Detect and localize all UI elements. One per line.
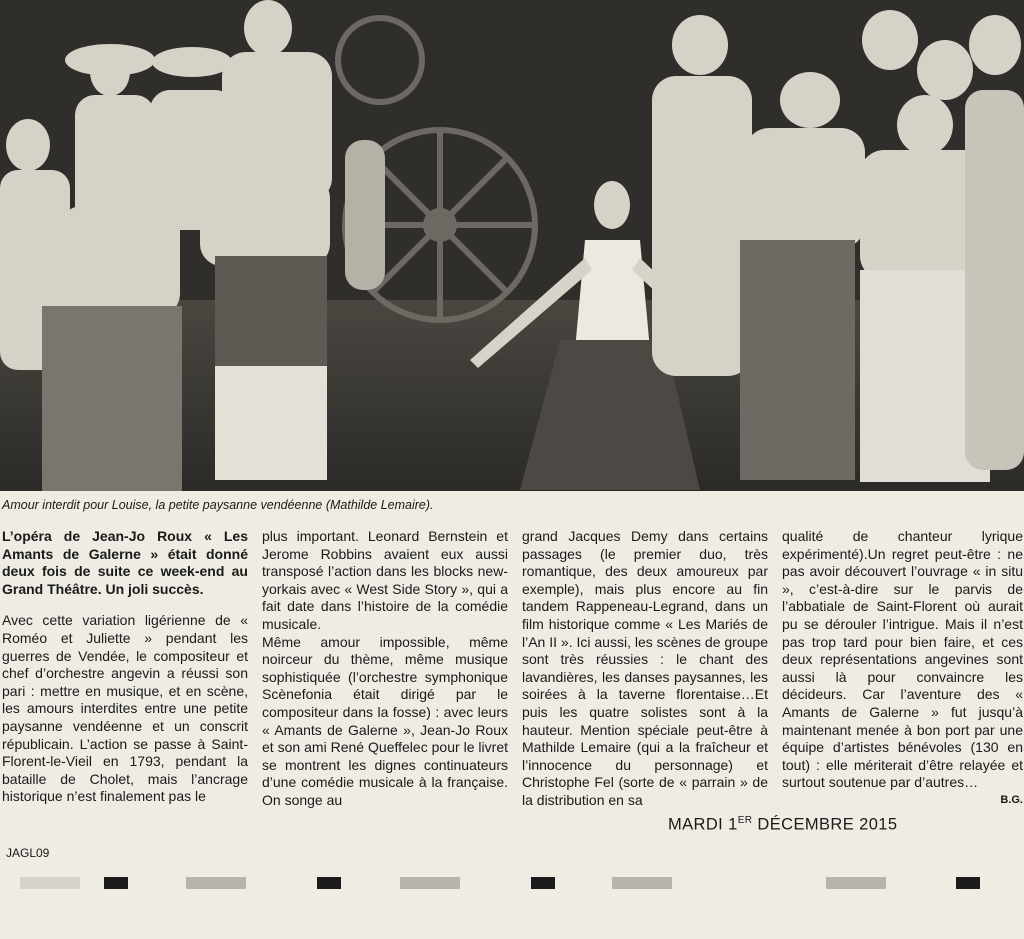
registration-mark bbox=[400, 877, 460, 889]
date-ordinal-suffix: ER bbox=[737, 815, 753, 826]
article-body-part-2: plus important. Leonard Bernstein et Jerome Robbins avaient eux aussi transposé l’action dans les blocks new-yorkais avec « West Side Story », qui a fait date dans l’histoire de la comédie musicale. Même amour impossible, même noirceur du thème, même musique sophistiquée (l’orchestre symphonique Scènefonia était dirigé par le compositeur dans la fosse) : avec leurs « Amants de Galerne », Jean-Jo Roux et son ami René Queffelec pour le livret se montrent les dignes continuateurs d’une comédie musicale à la française. On songe au bbox=[262, 528, 508, 808]
article-body-part-3: grand Jacques Demy dans certains passages (le premier duo, très romantique, des deux amoureux par exemple), mais plus encore au fin tandem Rappeneau-Legrand, dans un film historique comme « Les Mariés de l’An II ». Ici aussi, les scènes de groupe sont très réussies : le chant des lavandières, les danses paysannes, les soirées à la taverne florentaise…Et puis les quatre solistes sont à la hauteur. Mention spéciale peut-être à Mathilde Lemaire (qui a la fraîcheur et l’innocence du personnage) et Christophe Fel (sorte de « parrain » de la distribution en sa bbox=[522, 528, 768, 808]
article-column-1 bbox=[2, 528, 248, 806]
page-code: JAGL09 bbox=[6, 846, 50, 860]
bleed-through-texture bbox=[780, 498, 783, 512]
registration-mark bbox=[531, 877, 555, 889]
issue-date: MARDI 1ER DÉCEMBRE 2015 bbox=[668, 815, 898, 834]
print-registration-strip bbox=[20, 873, 1010, 893]
article-column-3 bbox=[522, 528, 768, 810]
registration-mark bbox=[612, 877, 672, 889]
registration-mark bbox=[104, 877, 128, 889]
article-lead: L’opéra de Jean-Jo Roux « Les Amants de Galerne » était donné deux fois de suite ce week-end au Grand Théâtre. Un joli succès. bbox=[2, 528, 248, 597]
photo-caption: Amour interdit pour Louise, la petite paysanne vendéenne (Mathilde Lemaire). bbox=[2, 498, 434, 512]
registration-mark bbox=[956, 877, 980, 889]
article-column-4 bbox=[782, 528, 1023, 810]
article-body-part-4: qualité de chanteur lyrique expérimenté).Un regret peut-être : ne pas avoir découvert l’ouvrage « in situ », c’est-à-dire sur le parvis de l’abbatiale de Saint-Florent où aurait pu se dérouler l’intrigue. Mais il n’est pas trop tard pour bien faire, et ces deux représentations angevines sont aussi là pour convaincre les décideurs. Car l’aventure des « Amants de Galerne » fut jusqu’à maintenant menée à bon port par une équipe d’artistes bénévoles (130 en tout) : elle mériterait d’être relayée et surtout soutenue par d’autres… bbox=[782, 528, 1023, 791]
registration-mark bbox=[826, 877, 886, 889]
author-signature: B.G. bbox=[1000, 793, 1023, 806]
registration-mark bbox=[317, 877, 341, 889]
article-body-part-1: Avec cette variation ligérienne de « Roméo et Juliette » pendant les guerres de Vendée, le compositeur et chef d’orchestre angevin a réussi son pari : mettre en musique, et en scène, les amours interdites entre une petite paysanne vendéenne et un conscrit républicain. L’action se passe à Saint-Florent-le-Vieil en 1793, pendant la bataille de Cholet, mais l’ancrage historique n’est finalement pas le bbox=[2, 612, 248, 805]
registration-mark bbox=[186, 877, 246, 889]
article-column-2 bbox=[262, 528, 508, 810]
registration-mark bbox=[20, 877, 80, 889]
